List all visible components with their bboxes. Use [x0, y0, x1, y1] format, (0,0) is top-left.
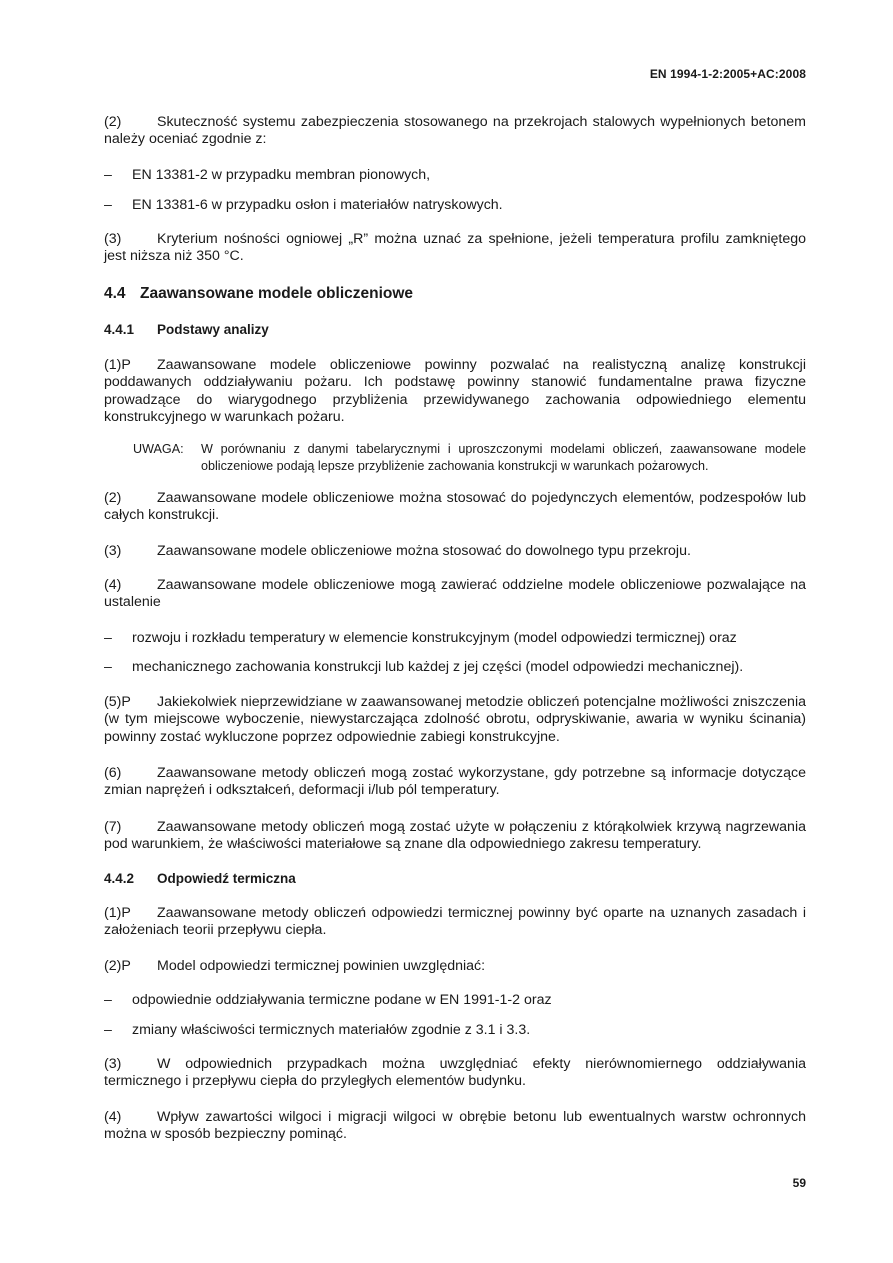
section-number: 4.4 — [104, 285, 126, 302]
note-text: W porównaniu z danymi tabelarycznymi i uproszczonymi modelami obliczeń, zaawansowane modele obliczeniowe podają lepsze przybliżenie zachowania konstrukcji w warunkach pożarowych. — [201, 442, 806, 473]
paragraph — [104, 114, 806, 149]
list-dash: – — [104, 630, 112, 646]
paragraph-text: Zaawansowane metody obliczeń odpowiedzi termicznej powinny być oparte na uznanych zasadach i założeniach teorii przepływu ciepła. — [104, 905, 806, 939]
paragraph-number: (1)P — [104, 357, 131, 373]
list-dash: – — [104, 659, 112, 675]
subsection-heading — [104, 871, 296, 886]
list-dash: – — [104, 992, 112, 1008]
list-item-text: odpowiednie oddziaływania termiczne podane w EN 1991-1-2 oraz — [132, 992, 552, 1008]
paragraph — [104, 231, 806, 266]
paragraph — [104, 543, 806, 560]
list-item-text: EN 13381-6 w przypadku osłon i materiałów natryskowych. — [132, 197, 503, 213]
paragraph-text: Wpływ zawartości wilgoci i migracji wilgoci w obrębie betonu lub ewentualnych warstw ochronnych można w sposób bezpieczny pominąć. — [104, 1109, 806, 1143]
paragraph-text: Kryterium nośności ogniowej „R” można uznać za spełnione, jeżeli temperatura profilu zamkniętego jest niższa niż 350 °C. — [104, 231, 806, 265]
subsection-number: 4.4.2 — [104, 871, 135, 886]
paragraph-number: (2) — [104, 490, 122, 506]
paragraph-text: Model odpowiedzi termicznej powinien uwzględniać: — [157, 958, 486, 974]
subsection-title: Podstawy analizy — [157, 322, 269, 337]
list-dash: – — [104, 1022, 112, 1038]
paragraph-text: Zaawansowane metody obliczeń mogą zostać użyte w połączeniu z którąkolwiek krzywą nagrzewania pod warunkiem, że właściwości materiałowe są znane dla odpowiedniego zakresu temperatury. — [104, 819, 806, 853]
paragraph-number: (3) — [104, 543, 122, 559]
paragraph — [104, 905, 806, 940]
page-number: 59 — [792, 1176, 806, 1190]
paragraph-text: Jakiekolwiek nieprzewidziane w zaawansowanej metodzie obliczeń potencjalne możliwości zniszczenia (w tym miejscowe wyboczenie, niewystarczająca zdolność obrotu, odpryskiwanie, awaria w wyniku ścinania) powinny zostać wykluczone poprzez odpowiednie zabiegi konstrukcyjne. — [104, 694, 806, 745]
note-label: UWAGA: — [133, 442, 184, 456]
paragraph-text: Zaawansowane modele obliczeniowe można stosować do dowolnego typu przekroju. — [157, 543, 691, 559]
paragraph-number: (4) — [104, 577, 122, 593]
paragraph-number: (2) — [104, 114, 122, 130]
paragraph — [104, 819, 806, 854]
list-dash: – — [104, 197, 112, 213]
paragraph — [104, 694, 806, 746]
list-item-text: rozwoju i rozkładu temperatury w elemencie konstrukcyjnym (model odpowiedzi termicznej) oraz — [132, 630, 737, 646]
paragraph-text: Zaawansowane modele obliczeniowe powinny pozwalać na realistyczną analizę konstrukcji poddawanych oddziaływaniu pożaru. Ich podstawę powinny stanowić fundamentalne prawa fizyczne prowadzące do wiarygodnego przybliżenia przewidywanego zachowania odpowiedniego elementu konstrukcyjnego w warunkach pożaru. — [104, 357, 806, 426]
paragraph-number: (1)P — [104, 905, 131, 921]
subsection-number: 4.4.1 — [104, 322, 135, 337]
paragraph — [104, 577, 806, 612]
list-item-text: EN 13381-2 w przypadku membran pionowych, — [132, 167, 431, 183]
paragraph-number: (6) — [104, 765, 122, 781]
paragraph — [104, 765, 806, 800]
paragraph-text: Zaawansowane metody obliczeń mogą zostać wykorzystane, gdy potrzebne są informacje dotyczące zmian naprężeń i odkształceń, deformacji i/lub pól temperatury. — [104, 765, 806, 799]
paragraph-text: Zaawansowane modele obliczeniowe można stosować do pojedynczych elementów, podzespołów lub całych konstrukcji. — [104, 490, 806, 524]
paragraph-number: (3) — [104, 1056, 122, 1072]
paragraph — [104, 357, 806, 427]
paragraph — [104, 1056, 806, 1091]
paragraph — [104, 490, 806, 525]
standard-header: EN 1994-1-2:2005+AC:2008 — [649, 67, 806, 81]
paragraph-text: Zaawansowane modele obliczeniowe mogą zawierać oddzielne modele obliczeniowe pozwalające na ustalenie — [104, 577, 806, 611]
paragraph — [104, 958, 806, 975]
paragraph-text: W odpowiednich przypadkach można uwzględniać efekty nierównomiernego oddziaływania termicznego i przepływu ciepła do przyległych elementów budynku. — [104, 1056, 806, 1090]
paragraph-number: (2)P — [104, 958, 131, 974]
paragraph-number: (7) — [104, 819, 122, 835]
list-dash: – — [104, 167, 112, 183]
section-heading — [104, 285, 413, 303]
list-item-text: mechanicznego zachowania konstrukcji lub każdej z jej części (model odpowiedzi mechanicznej). — [132, 659, 744, 675]
subsection-heading — [104, 322, 269, 337]
paragraph-number: (4) — [104, 1109, 122, 1125]
note — [133, 441, 806, 474]
list-item-text: zmiany właściwości termicznych materiałów zgodnie z 3.1 i 3.3. — [132, 1022, 531, 1038]
section-title: Zaawansowane modele obliczeniowe — [140, 285, 414, 302]
paragraph-number: (5)P — [104, 694, 131, 710]
subsection-title: Odpowiedź termiczna — [157, 871, 296, 886]
paragraph-text: Skuteczność systemu zabezpieczenia stosowanego na przekrojach stalowych wypełnionych betonem należy oceniać zgodnie z: — [104, 114, 806, 148]
paragraph — [104, 1109, 806, 1144]
paragraph-number: (3) — [104, 231, 122, 247]
